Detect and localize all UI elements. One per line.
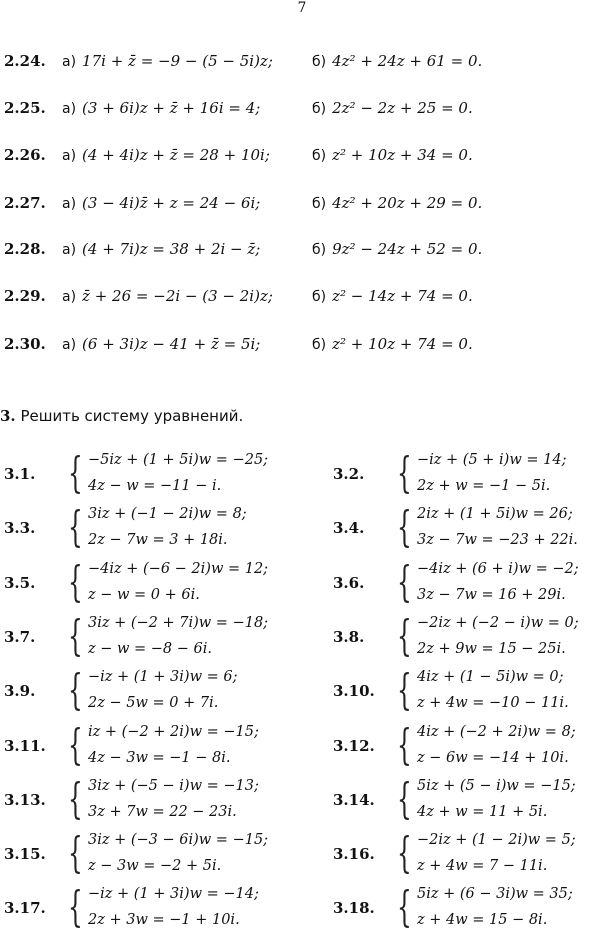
brace-icon: {: [397, 828, 412, 877]
system-item: [333, 667, 604, 719]
brace-icon: {: [397, 774, 412, 823]
system-number: 3.6.: [333, 574, 365, 592]
system-number: 3.15.: [4, 845, 46, 863]
system-equation-2: 4z − 3w = −1 − 8i.: [88, 750, 231, 766]
system-equation-1: 4iz + (−2 + 2i)w = 8;: [417, 724, 576, 740]
problem-number: 2.28.: [4, 240, 46, 258]
system-number: 3.11.: [4, 737, 46, 755]
problem-row: [0, 240, 604, 262]
system-equation-2: 4z − w = −11 − i.: [88, 478, 222, 494]
system-item: [4, 559, 304, 611]
system-equation-2: 3z − 7w = −23 + 22i.: [417, 532, 578, 548]
equation-a: (4 + 7i)z = 38 + 2i − z̄;: [82, 240, 261, 258]
problem-row: [0, 52, 604, 74]
brace-icon: {: [68, 502, 83, 551]
system-number: 3.9.: [4, 682, 36, 700]
system-item: [4, 667, 304, 719]
system-equation-2: 4z + w = 11 + 5i.: [417, 804, 548, 820]
system-equation-1: 5iz + (6 − 3i)w = 35;: [417, 886, 573, 902]
system-equation-2: 2z + 9w = 15 − 25i.: [417, 641, 566, 657]
equation-a: z̄ + 26 = −2i − (3 − 2i)z;: [82, 287, 273, 305]
system-equation-1: 3iz + (−2 + 7i)w = −18;: [88, 615, 269, 631]
brace-icon: {: [397, 448, 412, 497]
system-number: 3.7.: [4, 628, 36, 646]
equation-a: 17i + z̄ = −9 − (5 − 5i)z;: [82, 52, 273, 70]
section-number: 3.: [0, 407, 16, 425]
system-equation-2: 2z + 3w = −1 + 10i.: [88, 912, 240, 928]
system-equation-2: z − 6w = −14 + 10i.: [417, 750, 569, 766]
equation-b: 9z² − 24z + 52 = 0.: [332, 240, 483, 258]
part-a: [62, 335, 260, 353]
system-item: [4, 776, 304, 828]
system-item: [333, 830, 604, 882]
part-a-label: а): [62, 148, 77, 164]
equation-b: z² − 14z + 74 = 0.: [332, 287, 473, 305]
brace-icon: {: [397, 611, 412, 660]
problem-number: 2.24.: [4, 52, 46, 70]
equation-a: (6 + 3i)z − 41 + z̄ = 5i;: [82, 335, 261, 353]
system-number: 3.14.: [333, 791, 375, 809]
brace-icon: {: [68, 557, 83, 606]
section-title: Решить систему уравнений.: [20, 407, 244, 425]
system-item: [333, 722, 604, 774]
brace-icon: {: [397, 720, 412, 769]
part-a: [62, 287, 273, 305]
system-equation-1: −5iz + (1 + 5i)w = −25;: [88, 452, 269, 468]
system-equation-1: −iz + (1 + 3i)w = 6;: [88, 669, 238, 685]
brace-icon: {: [68, 665, 83, 714]
system-number: 3.12.: [333, 737, 375, 755]
brace-icon: {: [68, 882, 83, 931]
part-a: [62, 194, 260, 212]
system-item: [333, 884, 604, 936]
problem-row: [0, 287, 604, 309]
system-equation-1: 3iz + (−3 − 6i)w = −15;: [88, 832, 269, 848]
part-b-label: б): [312, 242, 327, 258]
equation-a: (3 − 4i)z̄ + z = 24 − 6i;: [82, 194, 261, 212]
system-equation-2: z − w = 0 + 6i.: [88, 587, 200, 603]
part-b: [312, 335, 473, 353]
part-b-label: б): [312, 289, 327, 305]
system-equation-1: 2iz + (1 + 5i)w = 26;: [417, 506, 573, 522]
system-equation-1: 3iz + (−1 − 2i)w = 8;: [88, 506, 247, 522]
part-b-label: б): [312, 337, 327, 353]
brace-icon: {: [68, 611, 83, 660]
part-b: [312, 287, 473, 305]
brace-icon: {: [397, 882, 412, 931]
brace-icon: {: [397, 502, 412, 551]
problem-number: 2.26.: [4, 146, 46, 164]
problem-row: [0, 194, 604, 216]
equation-b: 4z² + 20z + 29 = 0.: [332, 194, 483, 212]
system-item: [4, 722, 304, 774]
system-number: 3.5.: [4, 574, 36, 592]
system-equation-1: 4iz + (1 − 5i)w = 0;: [417, 669, 564, 685]
part-b: [312, 194, 482, 212]
system-equation-1: −4iz + (−6 − 2i)w = 12;: [88, 561, 269, 577]
problem-number: 2.25.: [4, 99, 46, 117]
part-a: [62, 146, 270, 164]
system-equation-2: 2z − 5w = 0 + 7i.: [88, 695, 219, 711]
system-number: 3.2.: [333, 465, 365, 483]
part-a-label: а): [62, 101, 77, 117]
brace-icon: {: [397, 557, 412, 606]
equation-a: (4 + 4i)z + z̄ = 28 + 10i;: [82, 146, 270, 164]
brace-icon: {: [68, 828, 83, 877]
system-number: 3.16.: [333, 845, 375, 863]
part-a-label: а): [62, 54, 77, 70]
part-b-label: б): [312, 148, 327, 164]
system-item: [4, 613, 304, 665]
page-number: 7: [297, 0, 307, 16]
system-item: [4, 450, 304, 502]
part-b-label: б): [312, 196, 327, 212]
problem-row: [0, 99, 604, 121]
part-a: [62, 99, 260, 117]
part-a: [62, 52, 273, 70]
part-a-label: а): [62, 196, 77, 212]
system-equation-2: z − 3w = −2 + 5i.: [88, 858, 222, 874]
system-item: [4, 884, 304, 936]
equation-a: (3 + 6i)z + z̄ + 16i = 4;: [82, 99, 261, 117]
system-number: 3.4.: [333, 519, 365, 537]
system-number: 3.1.: [4, 465, 36, 483]
system-equation-2: z + 4w = 15 − 8i.: [417, 912, 548, 928]
part-a-label: а): [62, 242, 77, 258]
system-item: [333, 450, 604, 502]
part-b: [312, 52, 482, 70]
problem-number: 2.30.: [4, 335, 46, 353]
system-equation-1: −iz + (5 + i)w = 14;: [417, 452, 567, 468]
system-item: [4, 504, 304, 556]
system-number: 3.3.: [4, 519, 36, 537]
system-item: [333, 613, 604, 665]
part-a: [62, 240, 260, 258]
equation-b: z² + 10z + 34 = 0.: [332, 146, 473, 164]
part-b-label: б): [312, 54, 327, 70]
system-equation-2: z + 4w = 7 − 11i.: [417, 858, 548, 874]
equation-b: 4z² + 24z + 61 = 0.: [332, 52, 483, 70]
system-equation-1: −2iz + (1 − 2i)w = 5;: [417, 832, 576, 848]
system-equation-2: z − w = −8 − 6i.: [88, 641, 213, 657]
system-equation-2: z + 4w = −10 − 11i.: [417, 695, 569, 711]
part-b: [312, 240, 482, 258]
brace-icon: {: [397, 665, 412, 714]
part-b: [312, 146, 473, 164]
system-equation-1: 3iz + (−5 − i)w = −13;: [88, 778, 259, 794]
problem-number: 2.27.: [4, 194, 46, 212]
system-number: 3.8.: [333, 628, 365, 646]
system-number: 3.13.: [4, 791, 46, 809]
problem-number: 2.29.: [4, 287, 46, 305]
system-item: [333, 776, 604, 828]
brace-icon: {: [68, 720, 83, 769]
system-item: [333, 504, 604, 556]
system-equation-2: 2z − 7w = 3 + 18i.: [88, 532, 228, 548]
part-a-label: а): [62, 337, 77, 353]
part-b: [312, 99, 473, 117]
system-equation-1: −iz + (1 + 3i)w = −14;: [88, 886, 259, 902]
system-equation-1: −4iz + (6 + i)w = −2;: [417, 561, 579, 577]
system-equation-1: iz + (−2 + 2i)w = −15;: [88, 724, 259, 740]
system-item: [4, 830, 304, 882]
system-equation-2: 2z + w = −1 − 5i.: [417, 478, 551, 494]
system-item: [333, 559, 604, 611]
system-number: 3.10.: [333, 682, 375, 700]
system-number: 3.17.: [4, 899, 46, 917]
section-heading: [0, 407, 243, 425]
system-number: 3.18.: [333, 899, 375, 917]
part-b-label: б): [312, 101, 327, 117]
system-equation-2: 3z + 7w = 22 − 23i.: [88, 804, 237, 820]
equation-b: 2z² − 2z + 25 = 0.: [332, 99, 473, 117]
brace-icon: {: [68, 448, 83, 497]
system-equation-1: −2iz + (−2 − i)w = 0;: [417, 615, 579, 631]
system-equation-1: 5iz + (5 − i)w = −15;: [417, 778, 576, 794]
equation-b: z² + 10z + 74 = 0.: [332, 335, 473, 353]
problem-row: [0, 335, 604, 357]
brace-icon: {: [68, 774, 83, 823]
problem-row: [0, 146, 604, 168]
system-equation-2: 3z − 7w = 16 + 29i.: [417, 587, 566, 603]
part-a-label: а): [62, 289, 77, 305]
